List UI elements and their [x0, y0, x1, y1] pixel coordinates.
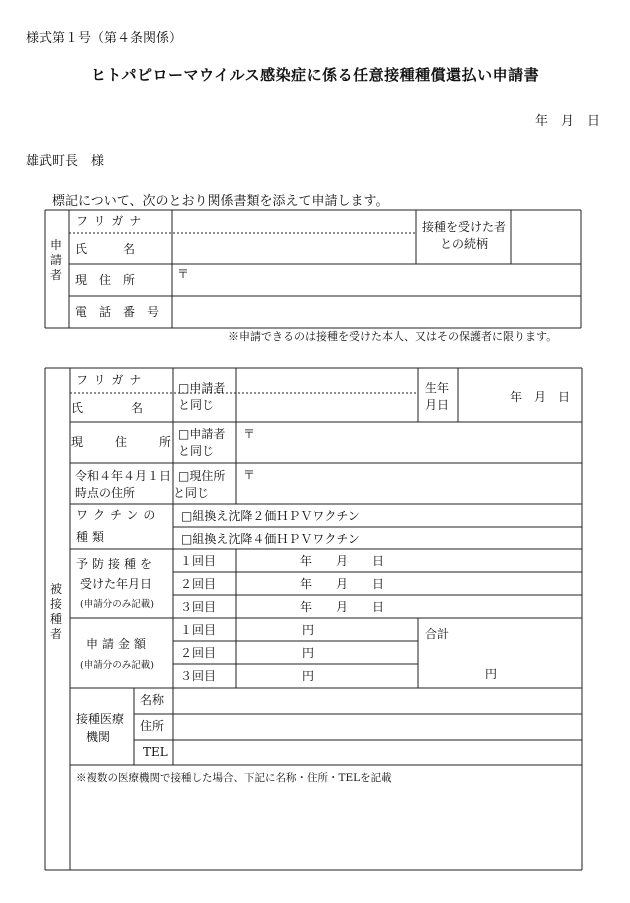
- amount-dose-3-label: ３回目: [180, 669, 217, 683]
- recipient-section-label: 被接種者: [49, 582, 62, 641]
- dose-2-date[interactable]: 年 月 日: [300, 577, 385, 591]
- intro-text: 標記について、次のとおり関係書類を添えて申請します。: [52, 194, 389, 209]
- application-date[interactable]: 年 月 日: [534, 114, 600, 129]
- total-label: 合計: [425, 627, 450, 641]
- same-as-current-address-label: と同じ: [173, 486, 210, 500]
- dose-1-date[interactable]: 年 月 日: [300, 554, 385, 568]
- address-same-as-applicant-label: と同じ: [178, 444, 215, 458]
- vaccine-type-label-2: 種類: [76, 530, 109, 544]
- applicant-section-label: 申請者: [49, 238, 62, 282]
- amount-note: (申請分のみ記載): [80, 660, 154, 671]
- r4-address-label: 令和４年４月１日: [75, 469, 172, 483]
- applicant-note: ※申請できるのは接種を受けた本人、又はその保護者に限ります。: [228, 330, 558, 343]
- dose-3-date[interactable]: 年 月 日: [300, 600, 385, 614]
- r4-address-label-2: 時点の住所: [75, 486, 136, 500]
- dose-2-label: ２回目: [180, 577, 217, 591]
- r4-address-field[interactable]: [256, 465, 578, 502]
- addressee: 雄武町長 様: [26, 154, 105, 169]
- applicant-postal-mark: 〒: [177, 267, 190, 281]
- recipient-address-label: 現 住 所: [71, 435, 182, 449]
- multi-clinic-field[interactable]: [74, 788, 579, 868]
- vaccine-option-2valent-checkbox[interactable]: □組換え沈降２価ＨＰＶワクチン: [181, 509, 360, 523]
- total-yen[interactable]: 円: [485, 667, 498, 681]
- amount-label: 申請金額: [86, 637, 151, 651]
- dose-1-label: １回目: [180, 554, 217, 568]
- recipient-name-label: 氏 名: [71, 401, 144, 415]
- address-same-as-applicant-checkbox[interactable]: □申請者: [178, 427, 226, 441]
- dose-3-label: ３回目: [180, 600, 217, 614]
- amount-dose-2-label: ２回目: [180, 646, 217, 660]
- recipient-same-as-applicant-label: と同じ: [178, 398, 215, 412]
- applicant-address-label: 現 住 所: [75, 273, 136, 287]
- birthdate-label-2: 月日: [425, 398, 450, 412]
- clinic-tel-field[interactable]: [176, 742, 579, 763]
- applicant-name-label: 氏 名: [75, 242, 136, 256]
- same-as-current-address-checkbox[interactable]: □現住所: [178, 469, 226, 483]
- recipient-name-field[interactable]: [240, 395, 416, 420]
- multi-clinic-note: ※複数の医療機関で接種した場合、下記に名称・住所・TELを記載: [76, 772, 392, 784]
- amount-dose-3-yen[interactable]: 円: [302, 669, 315, 683]
- clinic-label-2: 機関: [86, 730, 111, 744]
- clinic-name-label: 名称: [140, 693, 165, 707]
- recipient-furigana-field[interactable]: [240, 370, 416, 391]
- vaccination-date-note: (申請分のみ記載): [80, 599, 154, 610]
- form-number: 様式第１号（第４条関係）: [26, 31, 183, 46]
- recipient-address-field[interactable]: [256, 424, 578, 461]
- amount-dose-2-yen[interactable]: 円: [302, 646, 315, 660]
- recipient-same-as-applicant-checkbox[interactable]: □申請者: [178, 381, 226, 395]
- birthdate-field[interactable]: 年 月 日: [510, 390, 571, 404]
- applicant-furigana-field[interactable]: [176, 212, 414, 232]
- applicant-phone-field[interactable]: [176, 298, 578, 326]
- birthdate-label: 生年: [425, 381, 450, 395]
- vaccine-type-label: ワクチンの: [76, 508, 161, 522]
- applicant-relation-label: 接種を受けた者との続柄: [422, 220, 507, 251]
- amount-dose-1-label: １回目: [180, 623, 217, 637]
- clinic-tel-label: TEL: [143, 745, 168, 759]
- r4-postal-mark: 〒: [243, 468, 256, 482]
- recipient-furigana-label: フリガナ: [76, 373, 148, 387]
- applicant-furigana-label: フリガナ: [76, 214, 148, 228]
- page-title: ヒトパピローマウイルス感染症に係る任意接種種償還払い申請書: [90, 66, 540, 84]
- clinic-address-label: 住所: [140, 719, 165, 733]
- applicant-address-field[interactable]: [190, 266, 578, 294]
- vaccination-date-label: 予防接種を: [76, 557, 157, 571]
- applicant-name-field[interactable]: [176, 236, 414, 262]
- clinic-address-field[interactable]: [176, 716, 579, 738]
- vaccine-option-4valent-checkbox[interactable]: □組換え沈降４価ＨＰＶワクチン: [181, 532, 360, 546]
- vaccination-date-label-2: 受けた年月日: [80, 577, 153, 591]
- amount-dose-1-yen[interactable]: 円: [302, 623, 315, 637]
- recipient-postal-mark: 〒: [243, 427, 256, 441]
- applicant-relation-field[interactable]: [513, 212, 579, 262]
- applicant-phone-label: 電 話 番 号: [75, 305, 160, 319]
- clinic-name-field[interactable]: [176, 690, 579, 712]
- clinic-label: 接種医療: [76, 712, 125, 726]
